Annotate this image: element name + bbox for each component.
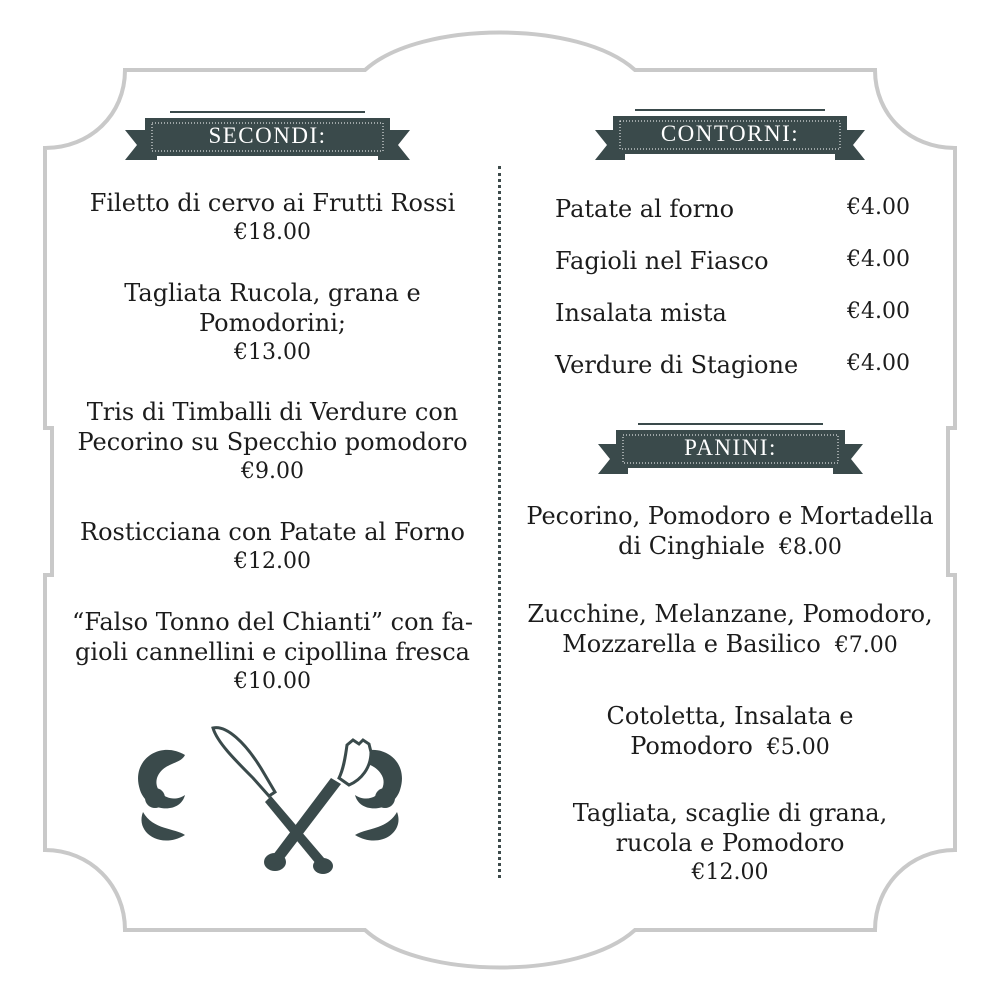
side-name: Patate al forno <box>555 195 735 223</box>
panini-banner <box>598 422 863 480</box>
side-name: Verdure di Stagione <box>555 351 799 379</box>
secondi-item <box>60 517 485 577</box>
panino-name: Cotoletta, Insalata e <box>606 702 854 730</box>
secondi-title: SECONDI: <box>208 123 327 148</box>
side-price: €4.00 <box>847 299 910 324</box>
column-divider <box>498 166 501 878</box>
panini-item <box>510 798 950 888</box>
panino-name: Tagliata, scaglie di grana, <box>572 799 888 827</box>
side-price: €4.00 <box>847 247 910 272</box>
panini-item <box>510 501 950 563</box>
secondi-item <box>60 188 485 248</box>
panino-name: Pecorino, Pomodoro e Mortadella <box>526 502 934 530</box>
panino-price: €5.00 <box>766 735 830 760</box>
secondi-banner <box>125 110 410 166</box>
dish-price: €18.00 <box>234 220 311 245</box>
contorni-banner <box>595 108 865 166</box>
panini-title: PANINI: <box>684 435 777 460</box>
panino-name: rucola e Pomodoro <box>615 829 845 857</box>
panini-item <box>510 599 950 661</box>
dish-name: Tris di Timballi di Verdure con <box>86 398 459 426</box>
panino-price: €8.00 <box>778 535 842 560</box>
panini-item <box>510 701 950 763</box>
secondi-item <box>60 607 485 697</box>
dish-name: Tagliata Rucola, grana e <box>124 279 421 307</box>
dish-price: €12.00 <box>234 549 311 574</box>
panino-price: €7.00 <box>834 633 898 658</box>
contorni-title: CONTORNI: <box>660 121 800 146</box>
dish-name: Rosticciana con Patate al Forno <box>80 518 465 546</box>
side-price: €4.00 <box>847 351 910 376</box>
contorni-item <box>555 247 910 279</box>
dish-name: “Falso Tonno del Chianti” con fa- <box>72 608 473 636</box>
dish-price: €10.00 <box>234 669 311 694</box>
dish-name: Filetto di cervo ai Frutti Rossi <box>89 189 456 217</box>
secondi-item <box>60 278 485 368</box>
side-name: Insalata mista <box>555 299 727 327</box>
dish-price: €9.00 <box>241 459 304 484</box>
secondi-item <box>60 397 485 487</box>
panino-name: di Cinghiale <box>618 532 765 560</box>
side-price: €4.00 <box>847 195 910 220</box>
panino-name: Pomodoro <box>630 732 753 760</box>
contorni-item <box>555 351 910 383</box>
panino-price: €12.00 <box>691 860 769 885</box>
contorni-item <box>555 195 910 227</box>
crossed-knife-fork-icon <box>125 720 415 875</box>
contorni-item <box>555 299 910 331</box>
panino-name: Zucchine, Melanzane, Pomodoro, <box>527 600 933 628</box>
dish-price: €13.00 <box>234 340 311 365</box>
dish-name: Pecorino su Specchio pomodoro <box>77 428 468 456</box>
panino-name: Mozzarella e Basilico <box>562 630 821 658</box>
dish-name: gioli cannellini e cipollina fresca <box>75 638 470 666</box>
dish-name: Pomodorini; <box>198 309 346 337</box>
side-name: Fagioli nel Fiasco <box>555 247 769 275</box>
